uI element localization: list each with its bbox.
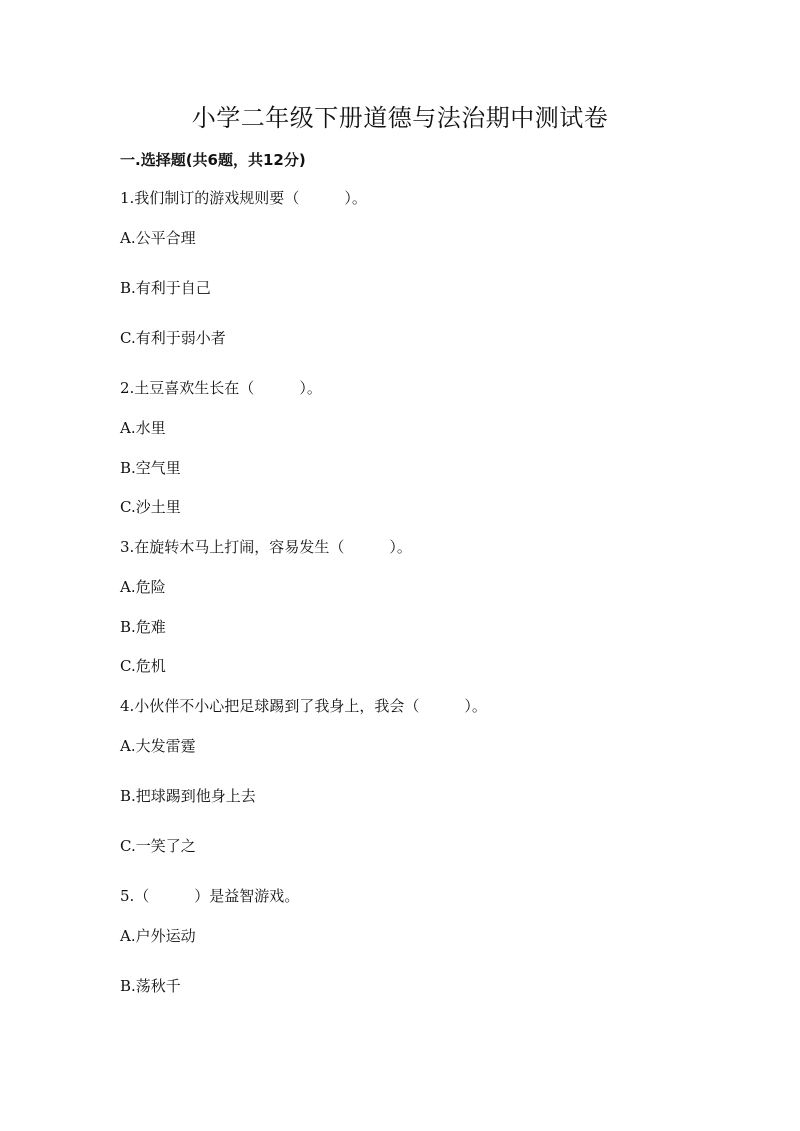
question-1-option-b: B.有利于自己 bbox=[120, 279, 211, 297]
question-3-option-c: C.危机 bbox=[120, 657, 166, 675]
question-3-option-b: B.危难 bbox=[120, 618, 166, 636]
question-3-stem: 3.在旋转木马上打闹，容易发生（ ）。 bbox=[120, 538, 412, 556]
question-4-stem: 4.小伙伴不小心把足球踢到了我身上，我会（ ）。 bbox=[120, 697, 487, 715]
question-1-stem: 1.我们制订的游戏规则要（ ）。 bbox=[120, 189, 367, 207]
question-4-option-a: A.大发雷霆 bbox=[120, 737, 196, 755]
question-5-option-a: A.户外运动 bbox=[120, 927, 196, 945]
question-4-option-b: B.把球踢到他身上去 bbox=[120, 787, 256, 805]
question-3-option-a: A.危险 bbox=[120, 578, 166, 596]
question-2-stem: 2.土豆喜欢生长在（ ）。 bbox=[120, 379, 322, 397]
question-2-option-c: C.沙土里 bbox=[120, 498, 181, 516]
question-1-option-c: C.有利于弱小者 bbox=[120, 329, 226, 347]
question-1-option-a: A.公平合理 bbox=[120, 229, 196, 247]
question-5-option-b: B.荡秋千 bbox=[120, 977, 181, 995]
question-5-stem: 5.（ ）是益智游戏。 bbox=[120, 887, 300, 905]
question-2-option-a: A.水里 bbox=[120, 419, 166, 437]
question-2-option-b: B.空气里 bbox=[120, 459, 181, 477]
section-heading: 一.选择题(共6题，共12分) bbox=[120, 151, 306, 169]
page-title: 小学二年级下册道德与法治期中测试卷 bbox=[191, 104, 609, 132]
question-4-option-c: C.一笑了之 bbox=[120, 837, 196, 855]
